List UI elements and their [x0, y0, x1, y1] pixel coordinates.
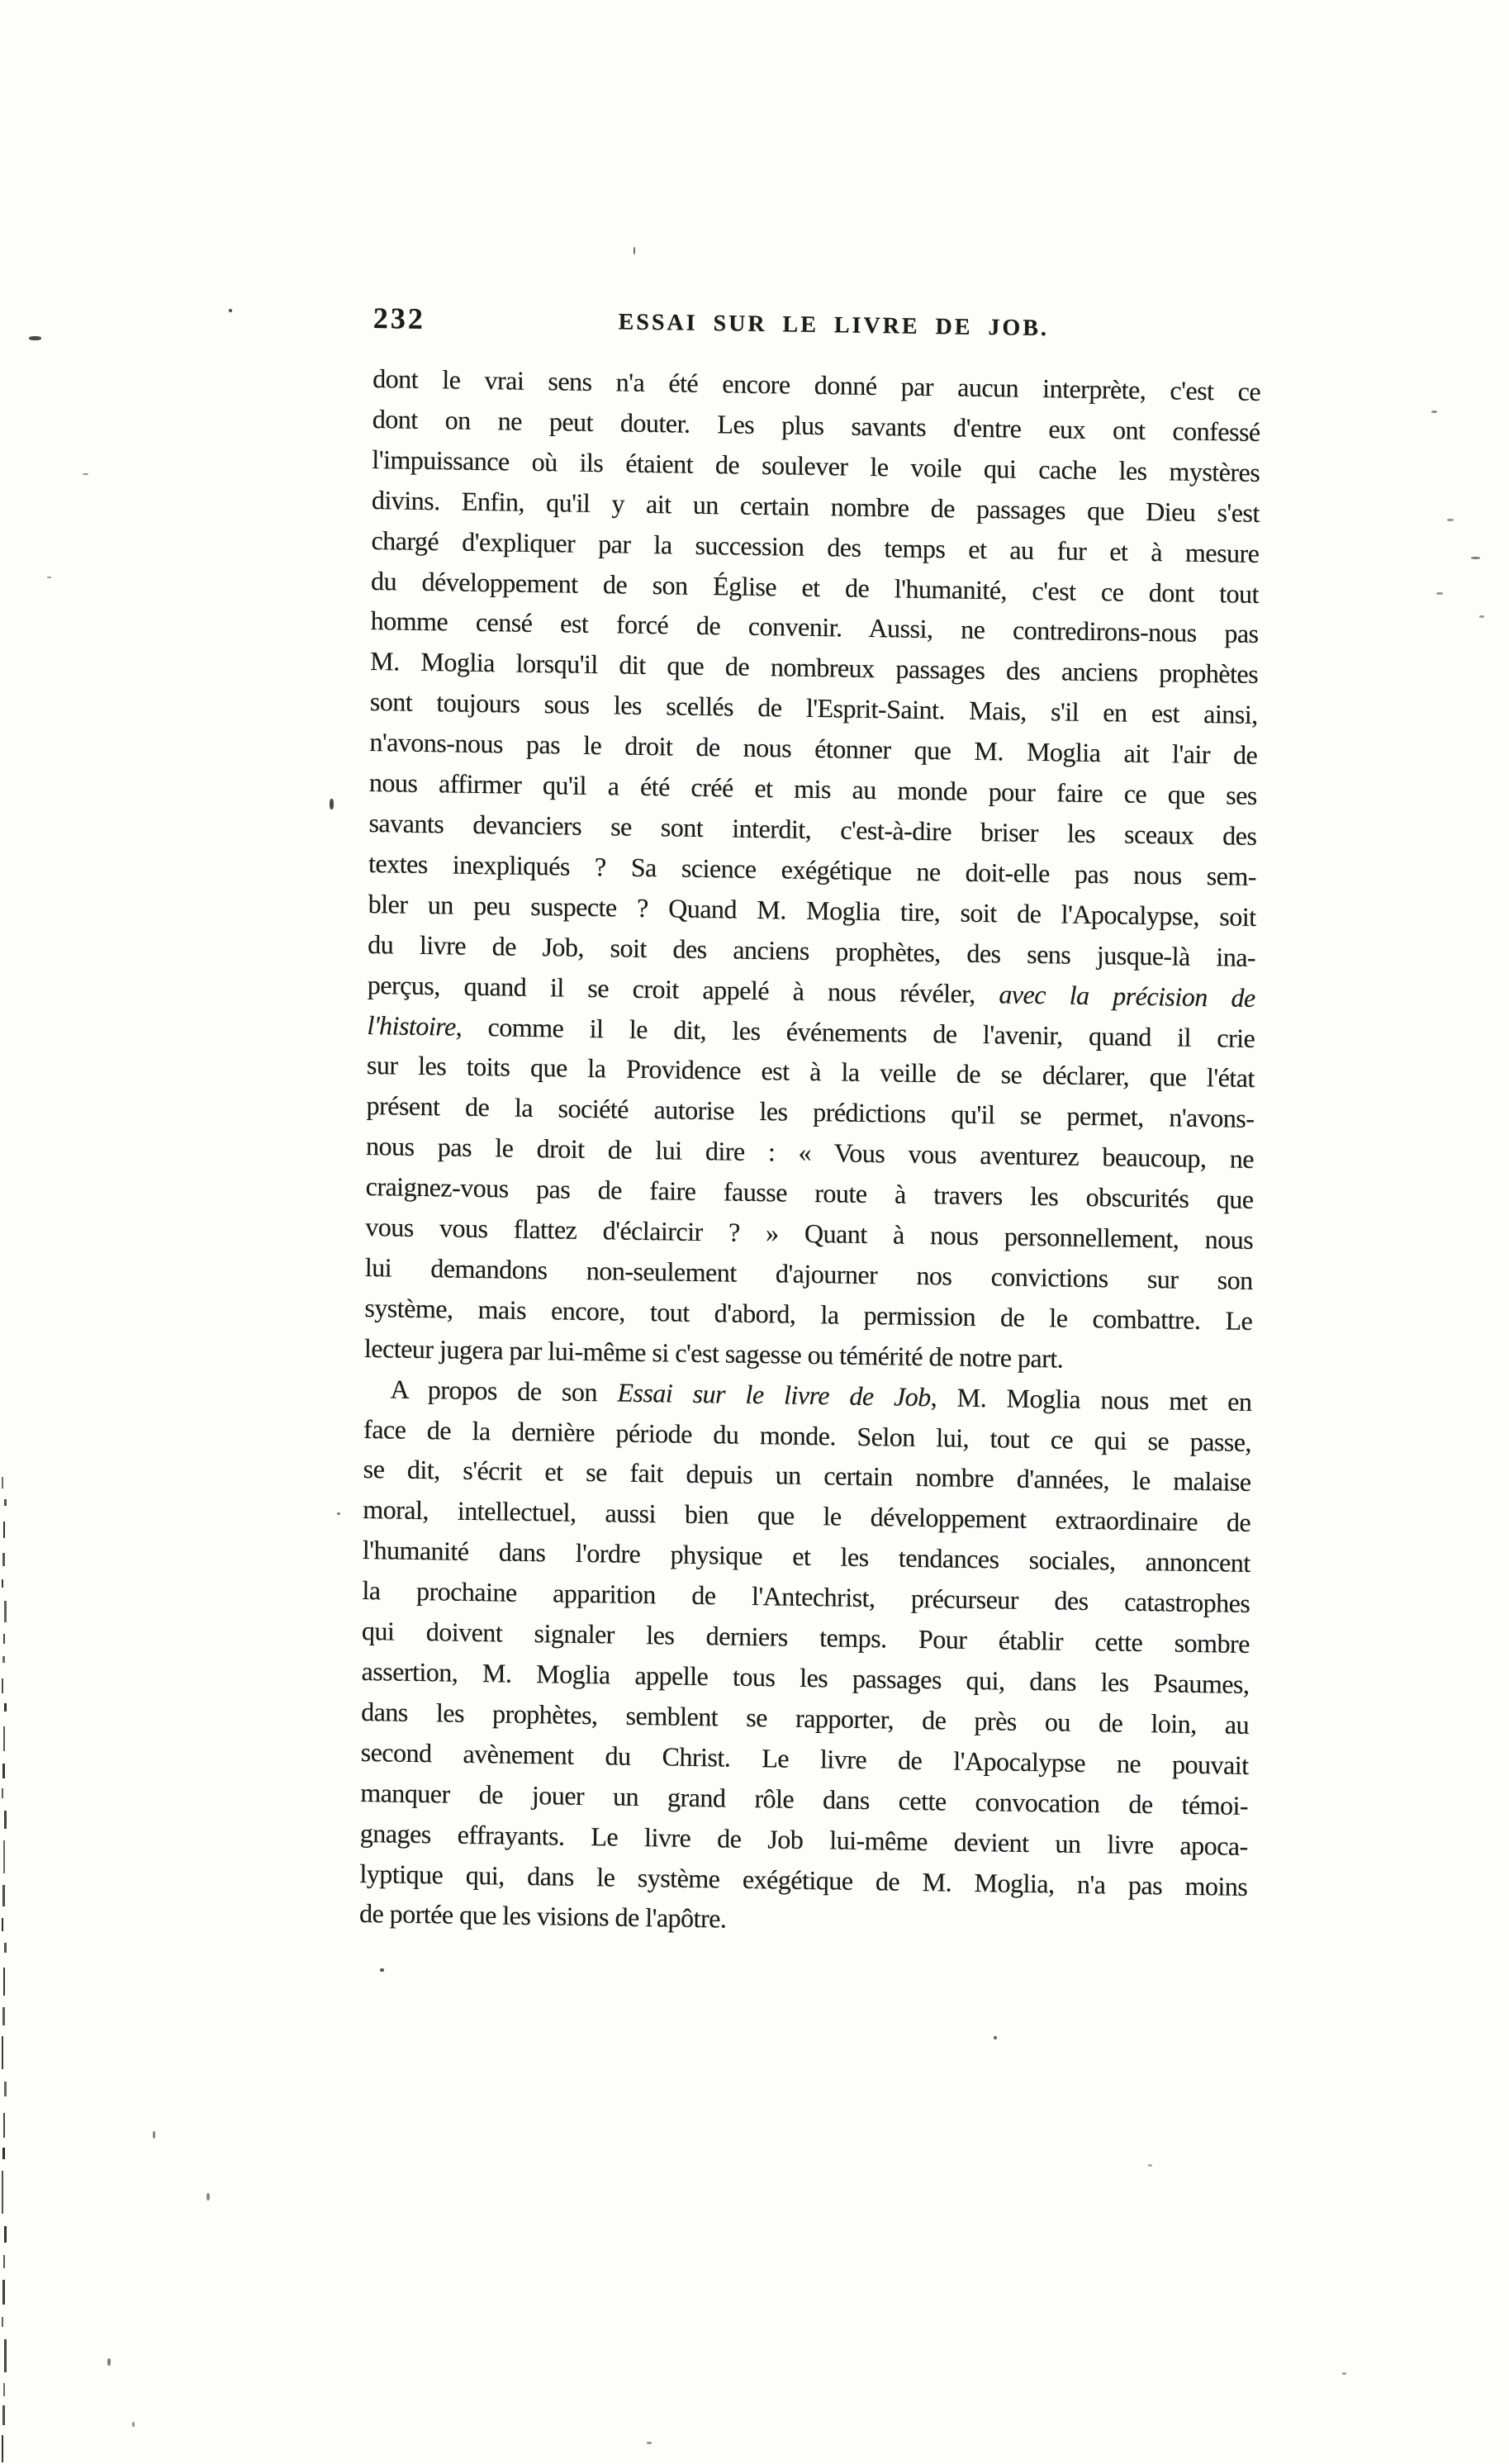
text-line: lecteur jugera par lui-même si c'est sagesse ou témérité de notre part.: [363, 1332, 1064, 1374]
text-line: homme censé est forcé de convenir. Aussi, ne contredirons-nous pas: [370, 605, 1259, 649]
binding-edge-mark: [2, 2007, 5, 2025]
text-line: l'humanité dans l'ordre physique et les tendances sociales, annoncent: [362, 1535, 1250, 1579]
scan-speck: [994, 2036, 997, 2039]
binding-edge-mark: [3, 1634, 5, 1644]
text-line: présent de la société autorise les prédictions qu'il se permet, n'avons-: [366, 1090, 1255, 1134]
text-line: assertion, M. Moglia appelle tous les passages qui, dans les Psaumes,: [361, 1656, 1250, 1699]
text-line: lyptique qui, dans le système exégétique de M. Moglia, n'a pas moins: [359, 1858, 1248, 1901]
text-line: perçus, quand il se croit appelé à nous révéler, avec la précision de: [367, 969, 1255, 1013]
binding-edge-mark: [2, 1553, 5, 1566]
scan-speck: [1447, 519, 1454, 521]
text-line: sur les toits que la Providence est à la veille de se déclarer, que l'état: [366, 1050, 1255, 1094]
scan-speck: [153, 2131, 155, 2139]
binding-edge-mark: [4, 1601, 7, 1622]
binding-edge-mark: [3, 2383, 5, 2396]
scan-speck: [107, 2358, 111, 2366]
binding-edge-mark: [2, 2435, 3, 2462]
binding-edge-mark: [3, 1522, 5, 1538]
text-line: face de la dernière période du monde. Selon lui, tout ce qui se passe,: [363, 1413, 1252, 1457]
binding-edge-mark: [2, 1579, 3, 1588]
text-line: textes inexpliqués ? Sa science exégétique ne doit-elle pas nous sem-: [368, 847, 1257, 891]
scan-speck: [132, 2422, 135, 2427]
scan-speck: [330, 799, 334, 809]
binding-edge-mark: [2, 1678, 3, 1693]
binding-edge-mark: [2, 1477, 3, 1488]
binding-edge-mark: [4, 1811, 7, 1829]
text-line: chargé d'expliquer par la succession des temps et au fur et à mesure: [371, 525, 1260, 568]
binding-edge-mark: [2, 1656, 5, 1663]
body-text: [359, 358, 1261, 1947]
binding-edge-mark: [2, 1788, 3, 1798]
text-line: du livre de Job, soit des anciens prophètes, des sens jusque-là ina-: [368, 928, 1256, 972]
binding-edge-mark: [4, 2339, 7, 2372]
text-line: système, mais encore, tout d'abord, la permission de le combattre. Le: [364, 1292, 1253, 1336]
text-line: sont toujours sous les scellés de l'Esprit-Saint. Mais, s'il en est ainsi,: [369, 686, 1258, 730]
text-line: nous pas le droit de lui dire : « Vous vous aventurez beaucoup, ne: [365, 1131, 1255, 1175]
scan-speck: [1479, 615, 1484, 618]
binding-edge-mark: [4, 1703, 7, 1712]
text-line: l'impuissance où ils étaient de soulever le voile qui cache les mystères: [372, 444, 1260, 487]
binding-edge-mark: [4, 1499, 7, 1506]
text-line: n'avons-nous pas le droit de nous étonner que M. Moglia ait l'air de: [369, 727, 1258, 771]
binding-edge-mark: [3, 1726, 5, 1751]
text-line: qui doivent signaler les derniers temps. Pour établir cette sombre: [361, 1616, 1250, 1659]
scan-speck: [83, 473, 88, 475]
scan-speck: [647, 2442, 652, 2444]
text-line: dont le vrai sens n'a été encore donné par aucun interprète, c'est ce: [373, 363, 1261, 406]
scan-speck: [633, 247, 635, 254]
text-line: dans les prophètes, semblent se rapporter, de près ou de loin, au: [361, 1696, 1250, 1740]
text-line: gnages effrayants. Le livre de Job lui-même devient un livre apoca-: [359, 1817, 1248, 1861]
page-header: [373, 301, 1261, 343]
binding-edge-mark: [2, 2280, 5, 2305]
scan-speck: [1471, 557, 1480, 559]
binding-edge-mark: [2, 2148, 5, 2159]
text-line: divins. Enfin, qu'il y ait un certain nombre de passages que Dieu s'est: [371, 484, 1260, 528]
text-line: second avènement du Christ. Le livre de l'Apocalypse ne pouvait: [360, 1736, 1249, 1780]
binding-edge-mark: [2, 1764, 5, 1778]
page-number: 232: [373, 301, 426, 335]
scan-speck: [47, 577, 51, 578]
scan-speck: [206, 2193, 210, 2201]
binding-edge-mark: [4, 2226, 7, 2243]
scan-speck: [380, 1968, 384, 1972]
text-line: lui demandons non-seulement d'ajourner nos convictions sur son: [364, 1251, 1253, 1295]
binding-edge-mark: [2, 1918, 3, 1931]
scan-speck: [1431, 411, 1437, 413]
text-line: craignez-vous pas de faire fausse route à travers les obscurités que: [365, 1171, 1254, 1215]
text-line: se dit, s'écrit et se fait depuis un certain nombre d'années, le malaise: [363, 1454, 1251, 1498]
scan-speck: [1342, 2372, 1346, 2375]
binding-edge-mark: [2, 2036, 3, 2069]
binding-edge-mark: [3, 1840, 5, 1873]
text-line: l'histoire, comme il le dit, les événements de l'avenir, quand il crie: [367, 1009, 1255, 1053]
text-line: bler un peu suspecte ? Quand M. Moglia tire, soit de l'Apocalypse, soit: [368, 888, 1256, 932]
scan-speck: [29, 336, 41, 340]
text-line: de portée que les visions de l'apôtre.: [358, 1898, 727, 1935]
scan-speck: [229, 309, 232, 312]
text-line: nous affirmer qu'il a été créé et mis au monde pour faire ce que ses: [368, 767, 1258, 811]
binding-edge-mark: [3, 2255, 5, 2268]
text-line: A propos de son Essai sur le livre de Job, M. Moglia nous met en: [390, 1374, 1252, 1417]
binding-edge-mark: [4, 1943, 7, 1953]
text-block: [358, 301, 1261, 1947]
text-line: dont on ne peut douter. Les plus savants d'entre eux ont confessé: [372, 403, 1260, 447]
binding-edge-mark: [2, 2405, 5, 2425]
scan-speck: [337, 1512, 340, 1515]
text-line: savants devanciers se sont interdit, c'est-à-dire briser les sceaux des: [368, 807, 1257, 851]
text-line: manquer de jouer un grand rôle dans cette convocation de témoi-: [360, 1777, 1249, 1821]
binding-edge-mark: [2, 2317, 3, 2327]
text-line: du développement de son Église et de l'humanité, c'est ce dont tout: [370, 565, 1260, 609]
binding-edge-mark: [4, 2082, 7, 2096]
binding-edge-mark: [3, 1968, 5, 1996]
text-line: vous vous flattez d'éclaircir ? » Quant à nous personnellement, nous: [365, 1212, 1254, 1255]
binding-edge-mark: [3, 2113, 5, 2138]
scan-speck: [1436, 592, 1443, 595]
text-line: moral, intellectuel, aussi bien que le développement extraordinaire de: [363, 1494, 1251, 1538]
binding-edge-mark: [2, 1885, 5, 1906]
scan-speck: [1148, 2164, 1152, 2167]
text-line: la prochaine apparition de l'Antechrist, précurseur des catastrophes: [362, 1575, 1250, 1619]
running-title: ESSAI SUR LE LIVRE DE JOB.: [618, 309, 1050, 342]
binding-edge-mark: [2, 2171, 3, 2214]
text-line: M. Moglia lorsqu'il dit que de nombreux passages des anciens prophètes: [370, 646, 1259, 690]
